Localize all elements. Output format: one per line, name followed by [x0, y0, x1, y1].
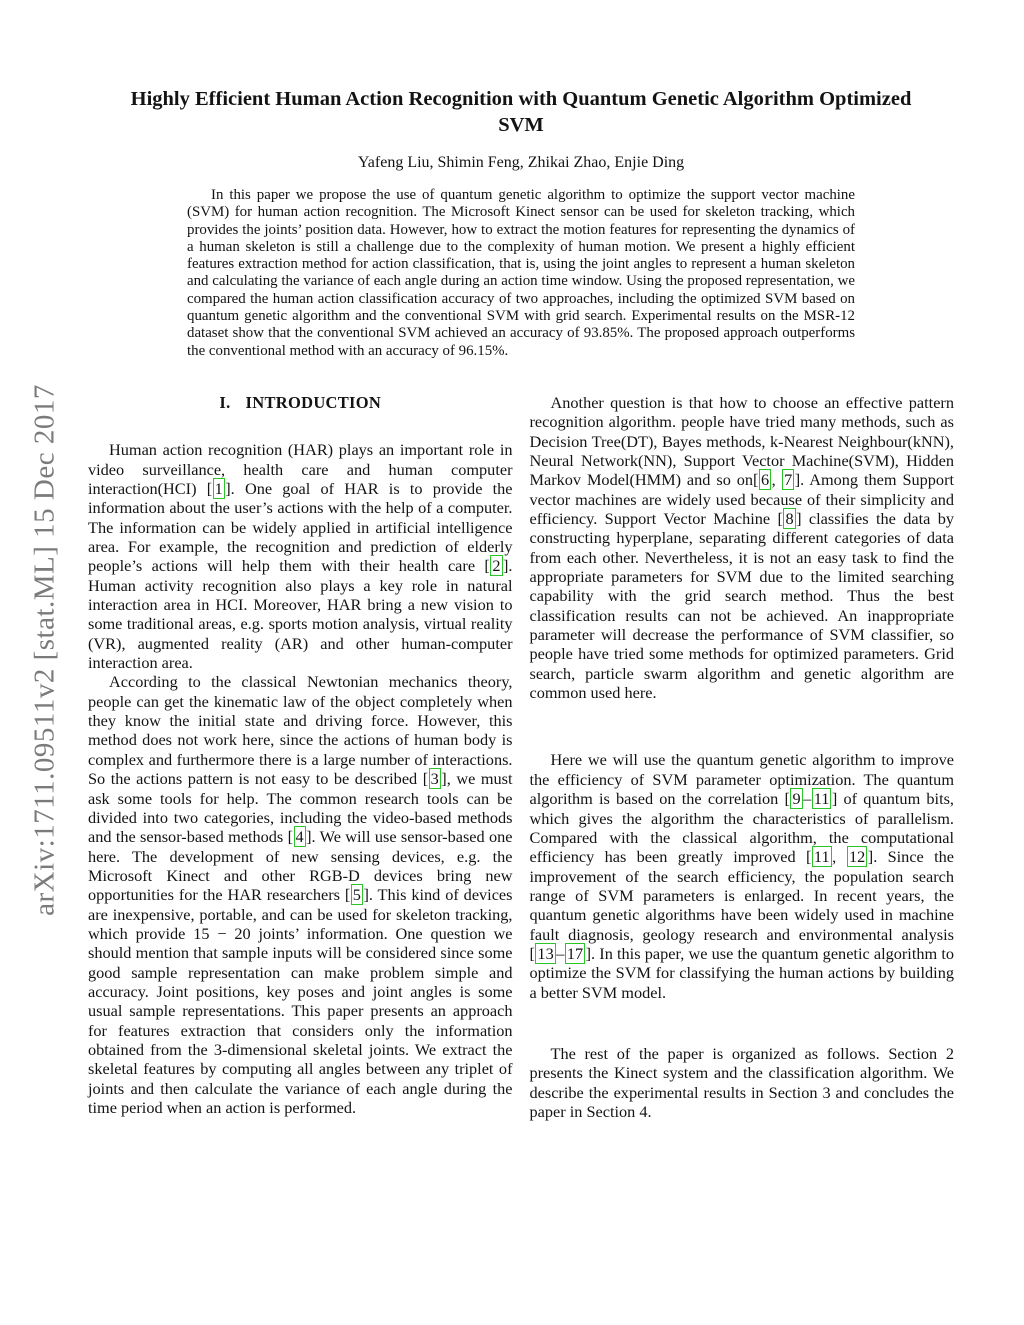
arxiv-watermark: arXiv:1711.09511v2 [stat.ML] 15 Dec 2017	[28, 384, 61, 916]
citation-link[interactable]: 4	[295, 827, 304, 847]
paragraph: Human action recognition (HAR) plays an important role in video surveillance, health care and human computer interaction(HCI) [ 1 ]. One goal of HAR is to provide the information about the user’s actions with the help of a computer. The information can be widely applied in artificial intelligence area. For example, the recognition and prediction of elderly people’s actions will help them with their health care [ 2 ]. Human activity recognition also plays a key role in natural interaction area in HCI. Moreover, HAR bring a new vision to some traditional areas, e.g. sports motion analysis, virtual reality (VR), augmented reality (AR) and other human-computer interaction area.	[88, 440, 513, 673]
citation-link[interactable]: 9	[792, 789, 801, 809]
citation-link[interactable]: 5	[352, 885, 361, 905]
citation-link[interactable]: 17	[566, 943, 584, 963]
paper-authors: Yafeng Liu, Shimin Feng, Zhikai Zhao, Enjie Ding	[357, 154, 685, 171]
paragraph: Another question is that how to choose an effective pattern recognition algorithm. people have tried many methods, such as Decision Tree(DT), Bayes methods, k-Nearest Neighbour(kNN), Neural Network(NN), Support Vector Machine(SVM), Hidden Markov Model(HMM) and so on[ 6 , 7 ]. Among them Support vector machines are widely used because of their simplicity and efficiency. Support Vector Machine [ 8 ] classifies the data by constructing hyperplane, separating different categories of data from each other. Nevertheless, it is not an easy task to find the appropriate parameters for SVM due to the limited searching capability with the grid search method. Thus the best classification results can not be achieved. An inappropriate parameter will decrease the performance of SVM classifier, so people have tried some methods for optimized parameters. Grid search, particle swarm algorithm and genetic algorithm are common used here.	[529, 392, 955, 703]
citation-link[interactable]: 11	[813, 847, 830, 867]
section-title: INTRODUCTION	[245, 392, 382, 412]
two-column-body	[88, 393, 954, 1121]
paragraph: According to the classical Newtonian mechanics theory, people can get the kinematic law of the object completely when they know the initial state and driving force. However, this method does not work here, since the actions of human body is complex and furthermore there is a large number of interactions. So the actions pattern is not easy to be described [ 3 ], we must ask some tools for help. The common research tools can be divided into two categories, including the video-based methods and the sensor-based methods [ 4 ]. We will use sensor-based one here. The development of new sensing devices, e.g. the Microsoft Kinect and other RGB-D devices bring new opportunities for the HAR researchers [ 5 ]. This kind of devices are inexpensive, portable, and can be used for skeleton tracking, which provide 15 − 20 joints’ information. One question we should mention that sample inputs will be considered since some good sample representation can make problem simple and accuracy. Joint positions, key poses and joint angles is some usual sample representations. This paper presents an approach for features extraction that considers only the information obtained from the 3-dimensional skeletal joints. We extract the skeletal features by computing all angles between any triplet of joints and then calculate the variance of each angle during the time period when an action is performed.	[88, 672, 513, 1117]
right-column	[530, 393, 955, 1121]
citation-link[interactable]: 2	[492, 556, 501, 576]
citation-link[interactable]: 1	[214, 479, 223, 498]
citation-link[interactable]: 3	[430, 769, 439, 789]
citation-link[interactable]: 11	[813, 789, 830, 809]
paragraph: Here we will use the quantum genetic algorithm to improve the efficiency of SVM parameter optimization. The quantum algorithm is based on the correlation [ 9 – 11 ] of quantum bits, which gives the algorithm the characteristics of parallelism. Compared with the classical algorithm, the computational efficiency has been greatly improved [ 11 , 12 ]. Since the improvement of the search efficiency, the population search range of SVM parameters is enlarged. In recent years, the quantum genetic algorithms have been widely used in machine fault diagnosis, geology research and environmental analysis [ 13 – 17 ]. In this paper, we use the quantum genetic algorithm to optimize the SVM for classifying the human actions by building a better SVM model.	[529, 750, 955, 1002]
paragraph: The rest of the paper is organized as follows. Section 2 presents the Kinect system and the classification algorithm. We describe the experimental results in Section 3 and concludes the paper in Section 4.	[529, 1043, 954, 1121]
paper-abstract: In this paper we propose the use of quantum genetic algorithm to optimize the support vector machine (SVM) for human action recognition. The Microsoft Kinect sensor can be used for skeleton tracking, which provides the joints’ position data. However, how to extract the motion features for representing the dynamics of a human skeleton is still a challenge due to the complexity of human motion. We present a highly efficient features extraction method for action classification, that is, using the joint angles to represent a human skeleton and calculating the variance of each angle during an action time window. Using the proposed representation, we compared the human action classification accuracy of two approaches, including the optimized SVM based on quantum genetic algorithm and the conventional SVM with grid search. Experimental results on the MSR-12 dataset show that the conventional SVM achieved an accuracy of 93.85%. The proposed approach outperforms the conventional method with an accuracy of 96.15%.	[187, 187, 855, 359]
citation-link[interactable]: 13	[537, 943, 554, 963]
paper-content	[88, 86, 954, 1121]
paper-title: Highly Efficient Human Action Recognition with Quantum Genetic Algorithm Optimized SVM	[130, 88, 912, 136]
citation-link[interactable]: 6	[760, 470, 770, 490]
citation-link[interactable]: 7	[784, 470, 793, 490]
citation-link[interactable]: 8	[785, 509, 794, 529]
left-column	[88, 393, 513, 1121]
section-number: I.	[219, 392, 231, 412]
citation-link[interactable]: 12	[849, 847, 866, 867]
section-heading-introduction	[88, 393, 513, 412]
